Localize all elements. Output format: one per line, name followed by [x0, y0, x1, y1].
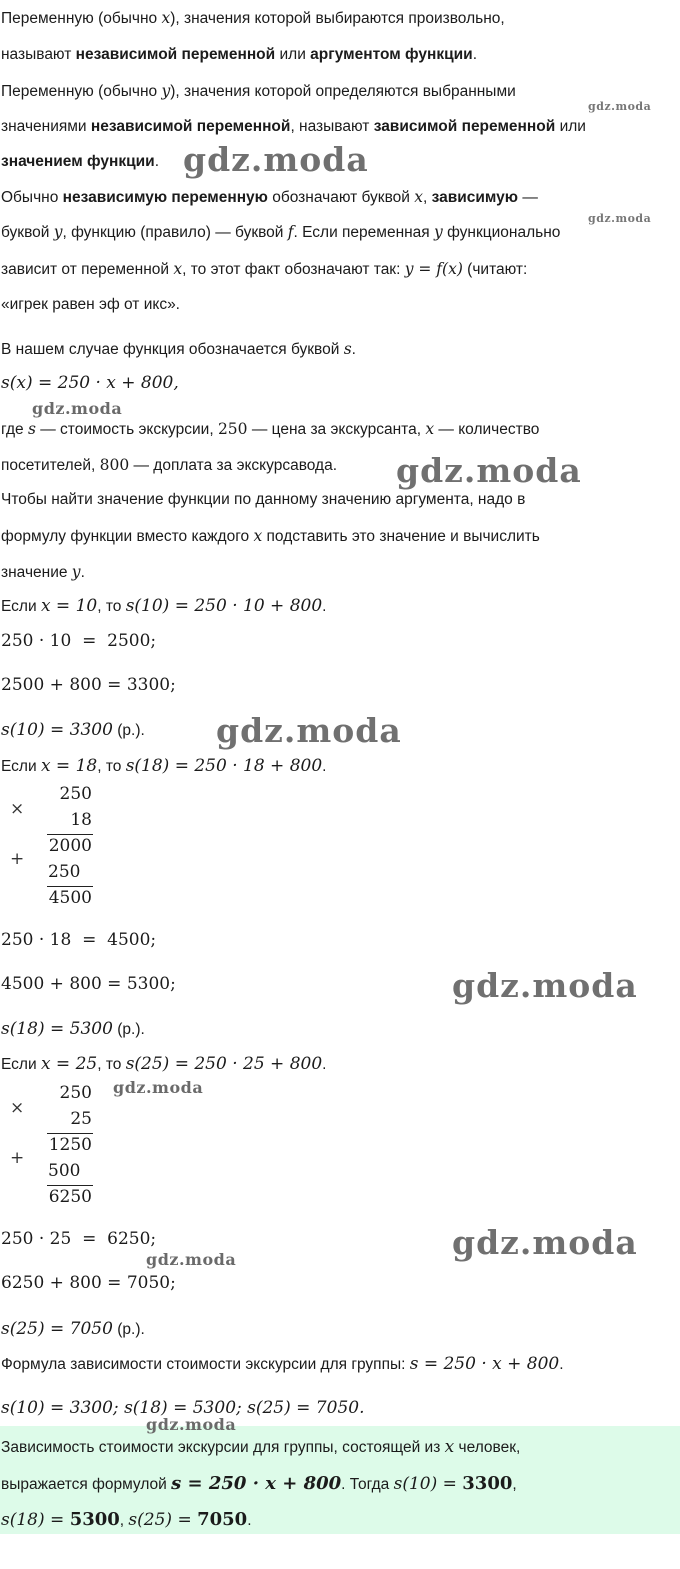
- column-row: 250: [59, 784, 92, 804]
- summary-formula: Формула зависимости стоимости экскурсии для группы: s = 250 · x + 800.: [1, 1354, 564, 1374]
- intro-line-7: буквой y, функцию (правило) — буквой f. Если переменная y функционально: [1, 223, 561, 241]
- column-row: 500: [48, 1161, 81, 1181]
- body-line-5: Чтобы найти значение функции по данному значению аргумента, надо в: [1, 491, 526, 508]
- answer-line-2: выражается формулой s = 250 · x + 800. Тогда s(10) = 3300,: [1, 1473, 517, 1494]
- body-line-4: посетителей, 800 — доплата за экскурсавода.: [1, 456, 338, 474]
- watermark-logo: gdz.moda: [216, 711, 402, 750]
- case-10-calc-2: 2500 + 800 = 3300;: [1, 675, 176, 695]
- case-18-result: s(18) = 5300 (р.).: [1, 1019, 145, 1039]
- column-row: 18: [70, 810, 92, 830]
- column-row: 250: [48, 862, 81, 882]
- case-18-condition: Если x = 18, то s(18) = 250 · 18 + 800.: [1, 756, 327, 776]
- watermark-logo: gdz.moda: [32, 399, 123, 418]
- intro-line-1: Переменную (обычно x), значения которой выбираются произвольно,: [1, 9, 505, 27]
- summary-values: s(10) = 3300; s(18) = 5300; s(25) = 7050.: [1, 1398, 365, 1418]
- column-row: 250: [59, 1083, 92, 1103]
- intro-line-3: Переменную (обычно y), значения которой определяются выбранными: [1, 82, 516, 100]
- intro-line-9: «игрек равен эф от икс».: [1, 296, 180, 313]
- multiply-sign: ×: [10, 1098, 25, 1118]
- body-line-1: В нашем случае функция обозначается буквой s.: [1, 340, 356, 358]
- column-row: 2000: [48, 836, 92, 856]
- watermark-logo: gdz.moda: [113, 1078, 204, 1097]
- body-line-3: где s — стоимость экскурсии, 250 — цена за экскурсанта, x — количество: [1, 420, 540, 438]
- watermark-logo: gdz.moda: [588, 212, 652, 225]
- intro-line-5: значением функции.: [1, 153, 159, 170]
- case-10-condition: Если x = 10, то s(10) = 250 · 10 + 800.: [1, 596, 327, 616]
- intro-line-2: называют независимой переменной или аргументом функции.: [1, 46, 477, 63]
- case-25-result: s(25) = 7050 (р.).: [1, 1319, 145, 1339]
- function-formula: s(x) = 250 · x + 800,: [1, 373, 179, 393]
- watermark-logo: gdz.moda: [588, 100, 652, 113]
- answer-line-1: Зависимость стоимости экскурсии для группы, состоящей из x человек,: [1, 1437, 521, 1457]
- column-row: 6250: [48, 1187, 92, 1207]
- watermark-logo: gdz.moda: [396, 451, 582, 490]
- case-25-condition: Если x = 25, то s(25) = 250 · 25 + 800.: [1, 1054, 327, 1074]
- intro-line-6: Обычно независимую переменную обозначают буквой x, зависимую —: [1, 188, 538, 206]
- column-row: 25: [70, 1109, 92, 1129]
- multiply-sign: ×: [10, 799, 25, 819]
- plus-sign: +: [10, 849, 25, 869]
- watermark-logo: gdz.moda: [452, 966, 638, 1005]
- watermark-logo: gdz.moda: [452, 1223, 638, 1262]
- case-18-calc-1: 250 · 18 = 4500;: [1, 930, 157, 950]
- column-row: 4500: [48, 888, 92, 908]
- case-10-calc-1: 250 · 10 = 2500;: [1, 631, 157, 651]
- intro-line-4: значениями независимой переменной, называют зависимой переменной или: [1, 118, 586, 135]
- case-10-result: s(10) = 3300 (р.).: [1, 720, 145, 740]
- plus-sign: +: [10, 1148, 25, 1168]
- body-line-6: формулу функции вместо каждого x подставить это значение и вычислить: [1, 527, 540, 545]
- watermark-logo: gdz.moda: [183, 140, 369, 179]
- intro-line-8: зависит от переменной x, то этот факт обозначают так: y = f(x) (читают:: [1, 260, 528, 278]
- case-25-calc-1: 250 · 25 = 6250;: [1, 1229, 157, 1249]
- watermark-logo: gdz.moda: [146, 1415, 237, 1434]
- body-line-7: значение y.: [1, 563, 85, 581]
- watermark-logo: gdz.moda: [146, 1250, 237, 1269]
- case-18-calc-2: 4500 + 800 = 5300;: [1, 974, 176, 994]
- answer-line-3: s(18) = 5300, s(25) = 7050.: [1, 1509, 252, 1530]
- case-25-calc-2: 6250 + 800 = 7050;: [1, 1273, 176, 1293]
- column-row: 1250: [48, 1135, 92, 1155]
